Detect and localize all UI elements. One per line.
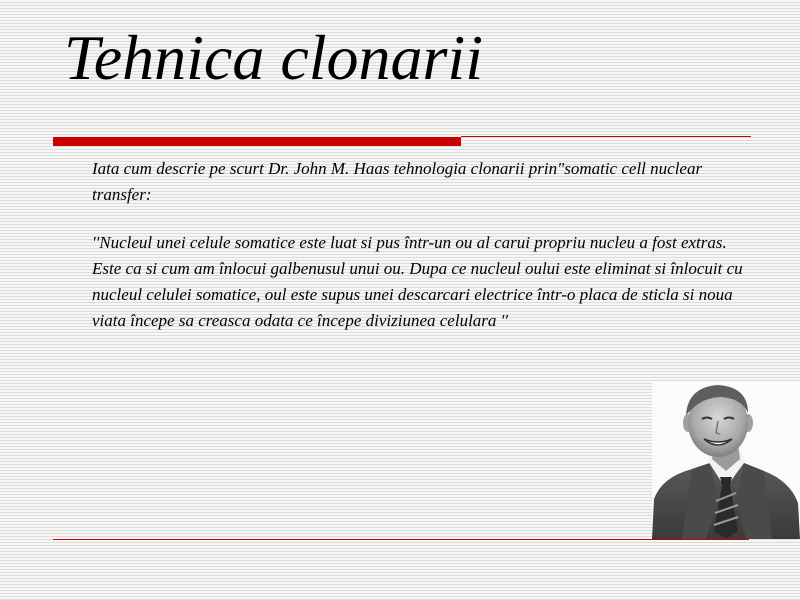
slide-body [92,156,757,334]
title-underline-thick [53,137,461,146]
bottom-divider [53,539,749,540]
intro-paragraph: Iata cum descrie pe scurt Dr. John M. Haas tehnologia clonarii prin"somatic cell nuclear transfer: [92,159,703,204]
portrait-photo [652,381,800,539]
slide-title: Tehnica clonarii [64,22,483,93]
title-underline-thin [461,136,751,137]
quote-paragraph: ''Nucleul unei celule somatice este luat si pus într-un ou al carui propriu nucleu a fost extras. Este ca si cum am înlocui galbenusul unui ou. Dupa ce nucleul oului este eliminat si înlocuit cu nucleul celulei somatice, oul este supus unei descarcari electrice într-o placa de sticla si noua viata începe sa creasca odata ce începe diviziunea celulara '' [92,233,743,330]
